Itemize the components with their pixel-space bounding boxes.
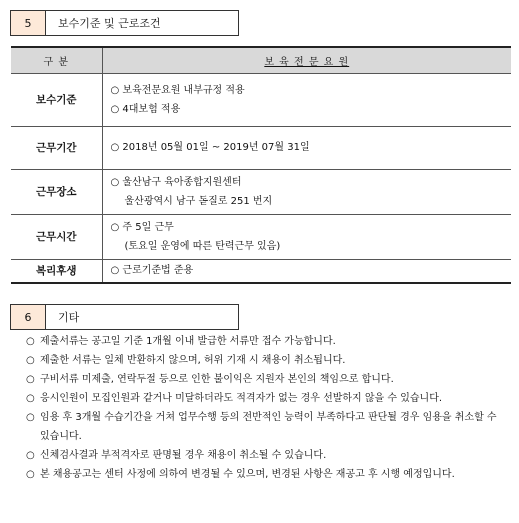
row-label-period: 근무기간 [11,126,102,169]
table-header-row [11,47,511,73]
row-content-welfare: ○ 근로기준법 준용 [102,259,511,283]
table-header-category: 구 분 [11,47,102,73]
row-label-welfare: 복리후생 [11,259,102,283]
list-item: ○ 신체검사결과 부적격자로 판명될 경우 채용이 취소될 수 있습니다. [26,450,327,461]
section-6-header [10,304,239,330]
notes-list [26,332,506,484]
row-content-hours: ○ 주 5일 근무 (토요일 운영에 따른 탄력근무 있음) [102,214,511,259]
table-row [11,73,511,126]
section-6-title: 기타 [46,304,239,330]
section-6-number: 6 [10,304,46,330]
table-row [11,126,511,169]
section-5-number: 5 [10,10,46,36]
table-row [11,169,511,214]
row-content-period: ○ 2018년 05월 01일 ~ 2019년 07월 31일 [102,126,511,169]
list-item: ○ 구비서류 미제출, 연락두절 등으로 인한 불이익은 지원자 본인의 책임으로 합니다. [26,374,394,385]
row-content-location: ○ 울산남구 육아종합지원센터 울산광역시 남구 돋질로 251 번지 [102,169,511,214]
row-label-location: 근무장소 [11,169,102,214]
table-row [11,214,511,259]
table-row [11,259,511,283]
table-header-position: 보 육 전 문 요 원 [102,47,511,73]
section-5-header [10,10,239,36]
work-conditions-table [11,46,511,284]
section-5-title: 보수기준 및 근로조건 [46,10,239,36]
list-item: ○ 임용 후 3개월 수습기간을 거쳐 업무수행 등의 전반적인 능력이 부족하다고 판단될 경우 임용을 취소할 수 있습니다. [26,412,497,442]
list-item: ○ 제출서류는 공고일 기준 1개월 이내 발급한 서류만 접수 가능합니다. [26,336,336,347]
row-label-hours: 근무시간 [11,214,102,259]
list-item: ○ 제출한 서류는 일체 반환하지 않으며, 허위 기재 시 채용이 취소됩니다. [26,355,346,366]
list-item: ○ 응시인원이 모집인원과 같거나 미달하더라도 적격자가 없는 경우 선발하지 않을 수 있습니다. [26,393,443,404]
row-content-pay: ○ 보육전문요원 내부규정 적용 ○ 4대보험 적용 [102,73,511,126]
list-item: ○ 본 채용공고는 센터 사정에 의하여 변경될 수 있으며, 변경된 사항은 재공고 후 시행 예정입니다. [26,469,455,480]
row-label-pay: 보수기준 [11,73,102,126]
